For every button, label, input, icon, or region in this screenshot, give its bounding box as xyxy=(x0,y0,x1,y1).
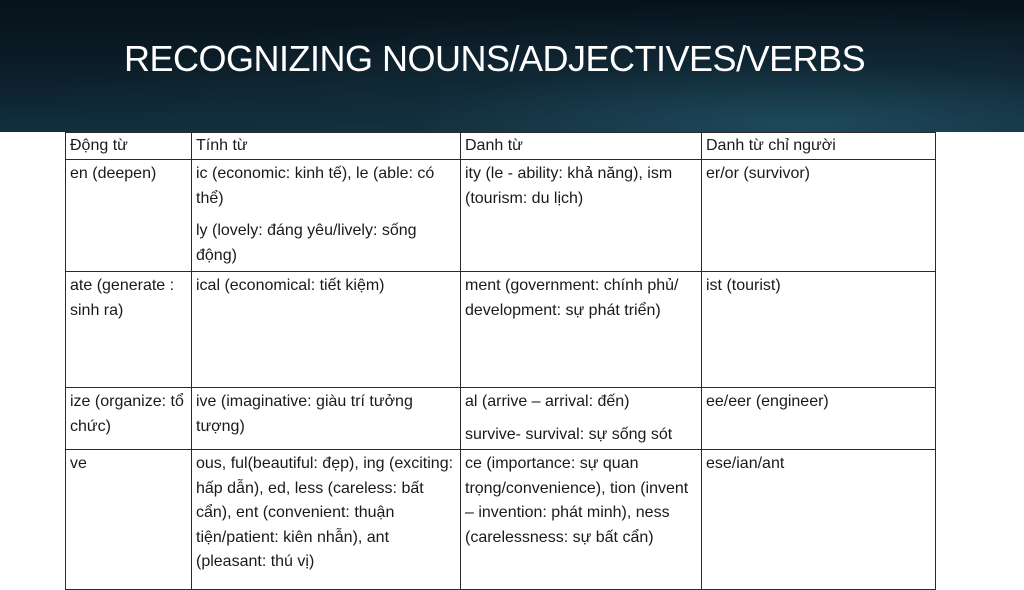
person-noun-cell: ee/eer (engineer) xyxy=(702,388,936,450)
noun-cell xyxy=(461,450,702,590)
verb-cell: ate (generate : sinh ra) xyxy=(66,272,192,388)
verb-cell: ve xyxy=(66,450,192,590)
noun-cell xyxy=(461,160,702,272)
verb-cell: en (deepen) xyxy=(66,160,192,272)
noun-cell xyxy=(461,388,702,450)
person-noun-cell: ist (tourist) xyxy=(702,272,936,388)
adjective-text: ic (economic: kinh tế), le (able: có thể) xyxy=(196,165,435,207)
header-adjective: Tính từ xyxy=(192,133,461,160)
noun-text: al (arrive – arrival: đến) xyxy=(465,393,630,410)
header-verb: Động từ xyxy=(66,133,192,160)
noun-cell xyxy=(461,272,702,388)
noun-text: ce (importance: sự quan trọng/convenience), tion (invent – invention: phát minh), ness (carelessness: sự bất cẩn) xyxy=(465,455,689,546)
noun-text: survive- survival: sự sống sót xyxy=(465,425,673,443)
adjective-text: ous, ful(beautiful: đẹp), ing (exciting: hấp dẫn), ed, less (careless: bất cẩn), ent (convenient: thuận tiện/patient: kiên nhẫn), ant (pleasant: thú vị) xyxy=(196,455,454,570)
header-person-noun: Danh từ chỉ người xyxy=(702,133,936,160)
slide-title: RECOGNIZING NOUNS/ADJECTIVES/VERBS xyxy=(124,38,866,79)
noun-text: ity (le - ability: khả năng), ism (tourism: du lịch) xyxy=(465,165,673,207)
adjective-text: ical (economical: tiết kiệm) xyxy=(196,277,385,294)
adjective-cell xyxy=(192,388,461,450)
person-noun-cell: er/or (survivor) xyxy=(702,160,936,272)
table-header-row xyxy=(66,133,936,160)
adjective-text: ly (lovely: đáng yêu/lively: sống động) xyxy=(196,222,417,264)
adjective-cell xyxy=(192,450,461,590)
verb-cell: ize (organize: tổ chức) xyxy=(66,388,192,450)
table-row xyxy=(66,160,936,272)
adjective-cell xyxy=(192,160,461,272)
noun-text: ment (government: chính phủ/ development: sự phát triển) xyxy=(465,277,679,319)
table-row xyxy=(66,272,936,388)
table-row xyxy=(66,388,936,450)
adjective-cell xyxy=(192,272,461,388)
slide-header xyxy=(0,0,1024,132)
person-noun-cell: ese/ian/ant xyxy=(702,450,936,590)
word-formation-table xyxy=(65,132,936,590)
table-row xyxy=(66,450,936,590)
header-noun: Danh từ xyxy=(461,133,702,160)
adjective-text: ive (imaginative: giàu trí tưởng tượng) xyxy=(196,393,413,435)
